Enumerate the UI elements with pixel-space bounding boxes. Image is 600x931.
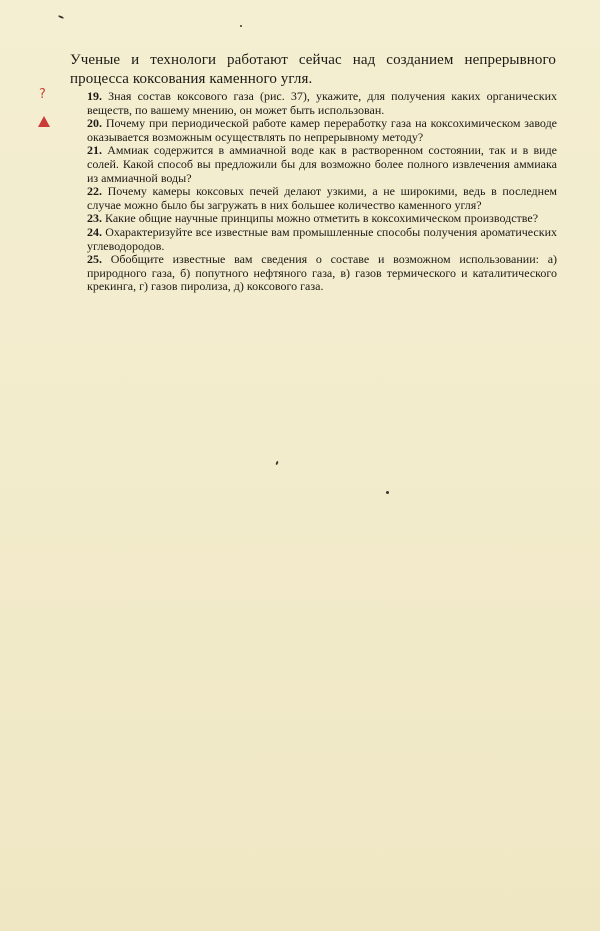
question-text: Охарактеризуйте все известные вам промышленные способы получения ароматических углеводородов. [87, 224, 558, 253]
intro-paragraph: Ученые и технологи работают сейчас над созданием непрерывного процесса коксования каменного угля. [70, 52, 556, 87]
question-mark-icon: ? [39, 87, 46, 102]
question-23 [87, 212, 557, 226]
question-text: Аммиак содержится в аммиачной воде как в растворенном состоянии, так и в виде солей. Какой способ вы предложили бы для возможно более полного извлечения аммиака из аммиачной воды? [87, 143, 557, 185]
ink-speck [386, 491, 389, 494]
question-text: Почему при периодической работе камер переработку газа на коксохимическом заводе оказывается возможным осуществлять по непрерывному методу? [87, 116, 557, 144]
question-number: 19. [87, 89, 102, 103]
question-text: Почему камеры коксовых печей делают узкими, а не широкими, ведь в последнем случае можно было бы загружать в них большее количество каменного угля? [87, 184, 557, 212]
question-text: Зная состав коксового газа (рис. 37), укажите, для получения каких органических веществ, по вашему мнению, он может быть использован. [87, 89, 558, 117]
question-21 [87, 144, 557, 185]
question-number: 23. [87, 211, 102, 226]
question-20 [87, 117, 557, 144]
question-number: 25. [87, 252, 102, 267]
question-24 [87, 226, 557, 253]
question-number: 21. [87, 143, 102, 158]
question-19 [87, 90, 557, 117]
ink-speck [58, 15, 64, 19]
warning-triangle-icon [38, 116, 50, 127]
ink-speck [275, 461, 278, 465]
question-number: 22. [87, 184, 102, 199]
question-text: Обобщите известные вам сведения о составе и возможном использовании: а) природного газа, б) попутного нефтяного газа, в) газов термического и каталитического крекинга, г) газов пиролиза, д) коксового газа. [87, 252, 558, 294]
ink-speck [240, 25, 242, 27]
question-text: Какие общие научные принципы можно отметить в коксохимическом производстве? [105, 211, 539, 226]
question-number: 20. [87, 116, 102, 131]
question-number: 24. [87, 224, 102, 239]
question-22 [87, 185, 557, 212]
question-25 [87, 253, 557, 294]
questions-list [87, 90, 557, 294]
